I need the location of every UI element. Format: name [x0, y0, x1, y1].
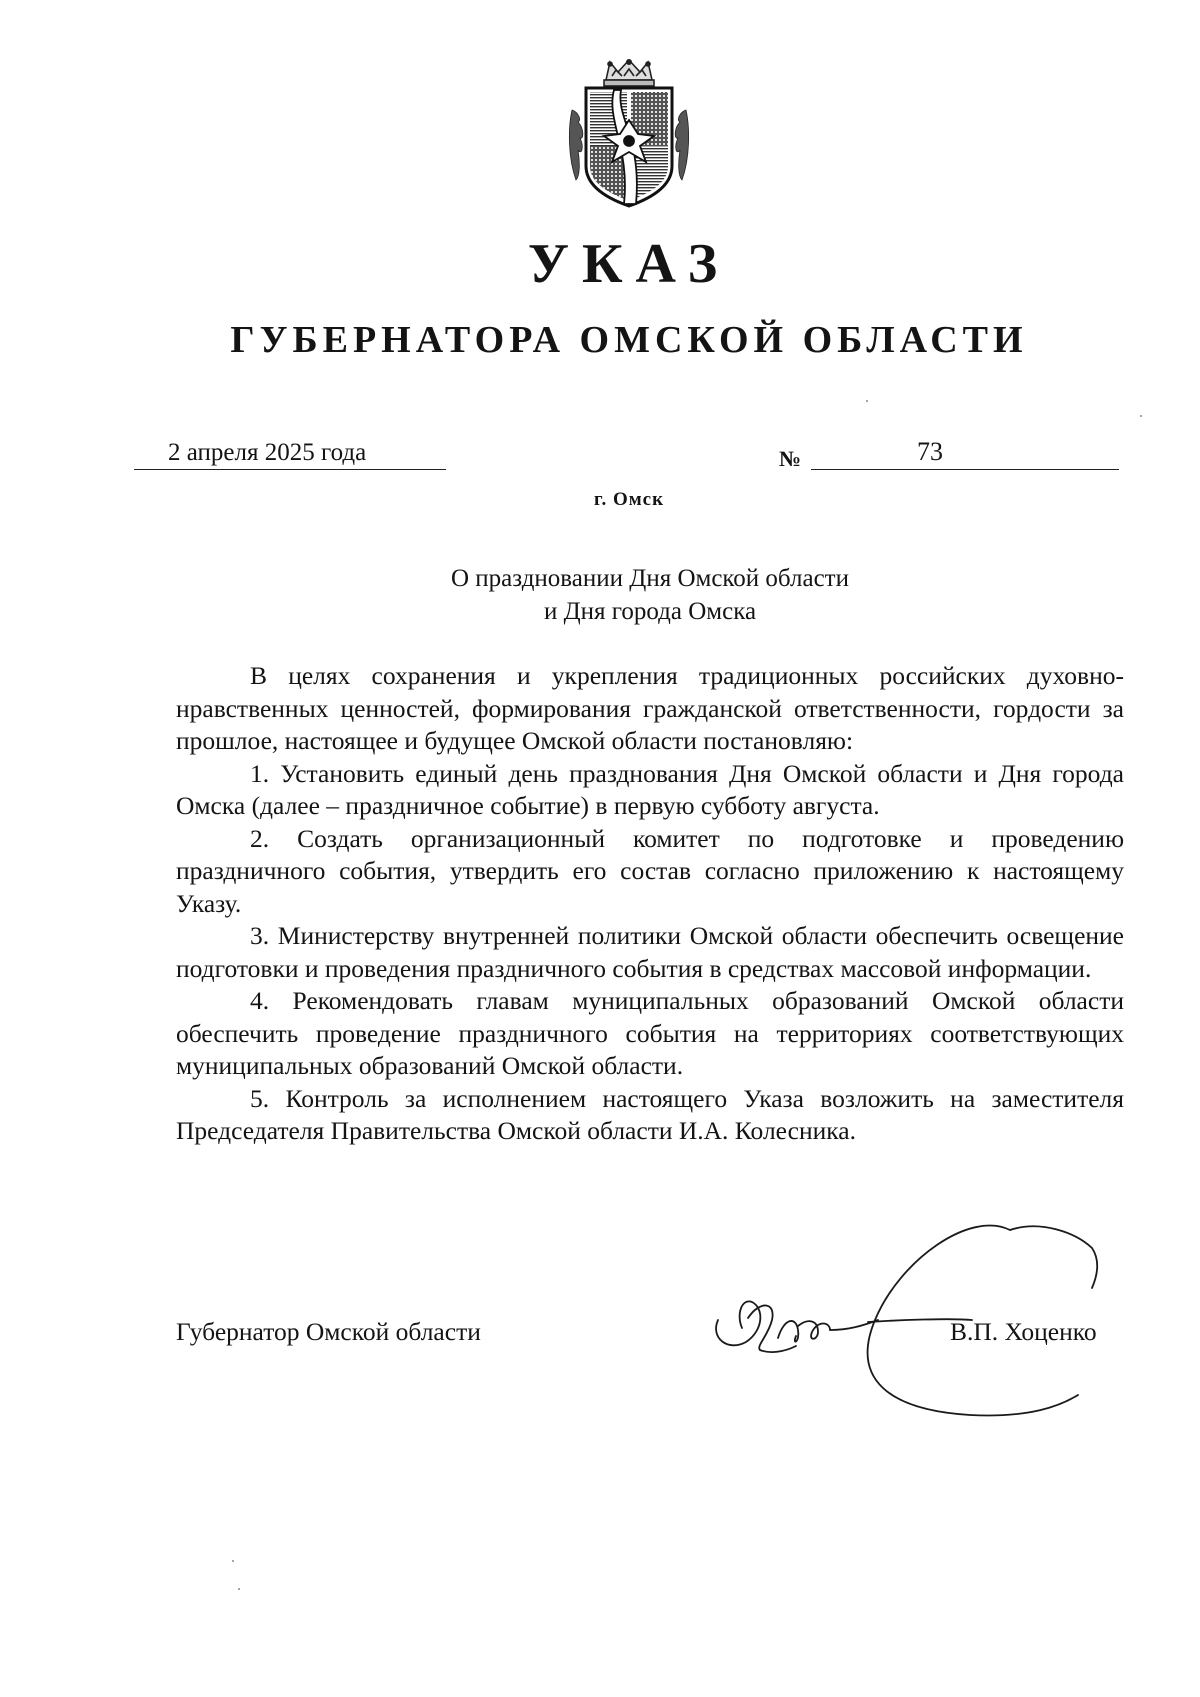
scan-speck [238, 1588, 240, 1590]
clause-paragraph: 5. Контроль за исполнением настоящего Указа возложить на заместителя Председателя Правительства Омской области И.А. Колесника. [176, 1083, 1124, 1145]
clause-paragraph: 3. Министерству внутренней политики Омской области обеспечить освещение подготовки и проведения праздничного события в средствах массовой информации. [176, 921, 1124, 983]
issuer-heading: ГУБЕРНАТОРА ОМСКОЙ ОБЛАСТИ [230, 319, 1028, 361]
document-body [176, 660, 1124, 1148]
document-number: 73 [917, 437, 943, 466]
document-title-line-2: и Дня города Омска [543, 598, 757, 625]
number-sign: № [779, 446, 802, 471]
coat-of-arms-emblem [566, 58, 692, 208]
signatory-name: В.П. Хоценко [950, 1317, 1097, 1346]
clause-paragraph: 1. Установить единый день празднования Дня Омской области и Дня города Омска (далее – праздничное событие) в первую субботу августа. [176, 758, 1124, 820]
scan-speck [866, 400, 868, 402]
issue-city: г. Омск [593, 489, 665, 510]
signatory-position: Губернатор Омской области [176, 1317, 481, 1346]
document-type-heading: УКАЗ [527, 233, 731, 295]
date-underline [134, 469, 446, 470]
document-title [0, 562, 1200, 628]
document-title-line-1: О праздновании Дня Омской области [451, 565, 849, 592]
clause-paragraph: 4. Рекомендовать главам муниципальных образований Омской области обеспечить проведение праздничного события на территориях соответствующих муниципальных образований Омской области. [176, 986, 1124, 1080]
handwritten-signature [700, 1170, 1140, 1420]
clause-paragraph: 2. Создать организационный комитет по подготовке и проведению праздничного события, утвердить его состав согласно приложению к настоящему Указу. [176, 823, 1124, 918]
number-underline [811, 469, 1119, 470]
preamble-paragraph: В целях сохранения и укрепления традиционных российских духовно-нравственных ценностей, формирования гражданской ответственности, гордости за прошлое, настоящее и будущее Омской области постановляю: [176, 661, 1124, 755]
document-date: 2 апреля 2025 года [168, 439, 367, 466]
scan-speck [232, 1560, 234, 1562]
scan-speck [1140, 415, 1142, 417]
